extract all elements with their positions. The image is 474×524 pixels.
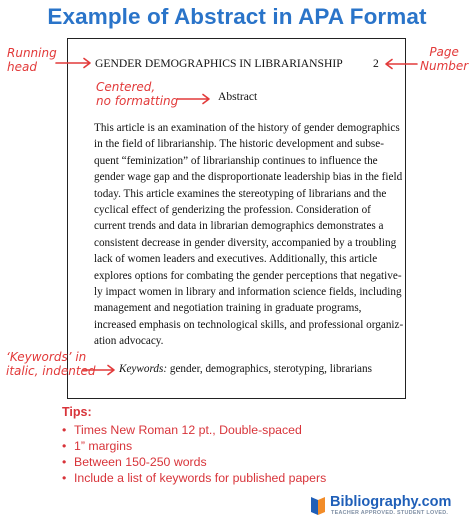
- annotation-line: head: [7, 60, 37, 74]
- bullet-icon: •: [62, 423, 67, 437]
- annotation-line: ‘Keywords’ in: [6, 350, 87, 364]
- tip-item: [62, 454, 326, 470]
- annotation-page-number: [420, 45, 468, 73]
- annotation-line: Running: [7, 46, 57, 60]
- tips-heading: Tips:: [62, 405, 92, 419]
- abstract-line: increased emphasis on technological skills, and professional organiz-: [94, 318, 404, 331]
- annotation-keywords: [6, 350, 96, 378]
- abstract-line: ly impact women in library and information science fields, including: [94, 286, 402, 299]
- abstract-line: explores options for combating the gender perceptions that negative-: [94, 269, 402, 282]
- bullet-icon: •: [62, 439, 67, 453]
- page-title: Example of Abstract in APA Format: [47, 4, 427, 29]
- tip-text: 1” margins: [74, 439, 133, 453]
- abstract-line: cyclical effect of genderizing the profession. Consideration of: [94, 204, 371, 217]
- annotation-centered: [96, 80, 178, 108]
- abstract-line: This article is an examination of the history of gender demographics: [94, 122, 400, 134]
- abstract-line: today. This article examines the stereotyping of librarians and the: [94, 187, 387, 200]
- keywords-label: Keywords:: [119, 363, 168, 375]
- abstract-line: current trends and data in librarian demographics demonstrates a: [94, 220, 384, 233]
- annotation-line: Centered,: [96, 80, 156, 94]
- abstract-line: lack of women leaders and executives. Additionally, this article: [94, 253, 378, 266]
- running-head: GENDER DEMOGRAPHICS IN LIBRARIANSHIP: [95, 57, 343, 70]
- keywords-text: gender, demographics, sterotyping, librarians: [167, 363, 372, 375]
- annotation-running-head: [7, 46, 57, 74]
- tip-text: Times New Roman 12 pt., Double-spaced: [74, 423, 302, 437]
- bullet-icon: •: [62, 471, 67, 485]
- tips-section: [62, 405, 326, 486]
- abstract-title: Abstract: [218, 90, 258, 103]
- annotation-line: no formatting: [96, 94, 179, 108]
- abstract-line: quent “feminization” of librarianship continues to influence the: [94, 154, 378, 167]
- tip-text: Between 150-250 words: [74, 455, 207, 469]
- brand-name: Bibliography.com: [330, 494, 452, 510]
- book-logo-icon: [309, 495, 327, 517]
- bullet-icon: •: [62, 455, 67, 469]
- abstract-line: consistent decrease in gender diversity, accompanied by a troubling: [94, 236, 397, 249]
- annotation-line: italic, indented: [6, 364, 96, 378]
- tip-item: [62, 438, 326, 454]
- tips-list: [62, 422, 326, 486]
- tip-text: Include a list of keywords for published papers: [74, 471, 327, 485]
- tip-item: [62, 422, 326, 438]
- abstract-line: gender wage gap and the disproportionate leadership bias in the field: [94, 171, 403, 184]
- abstract-line: in the field of librarianship. The historic development and subse-: [94, 138, 384, 151]
- abstract-line: management and negotiation training in graduate programs,: [94, 302, 362, 315]
- abstract-line: ation advocacy.: [94, 335, 164, 348]
- annotation-line: Page: [429, 45, 459, 59]
- keywords-line: [119, 363, 372, 375]
- tip-item: [62, 470, 326, 486]
- brand-tagline: TEACHER APPROVED. STUDENT LOVED.: [331, 510, 449, 516]
- page-number: 2: [373, 57, 379, 70]
- annotation-line: Number: [420, 59, 469, 73]
- abstract-body: [94, 120, 404, 350]
